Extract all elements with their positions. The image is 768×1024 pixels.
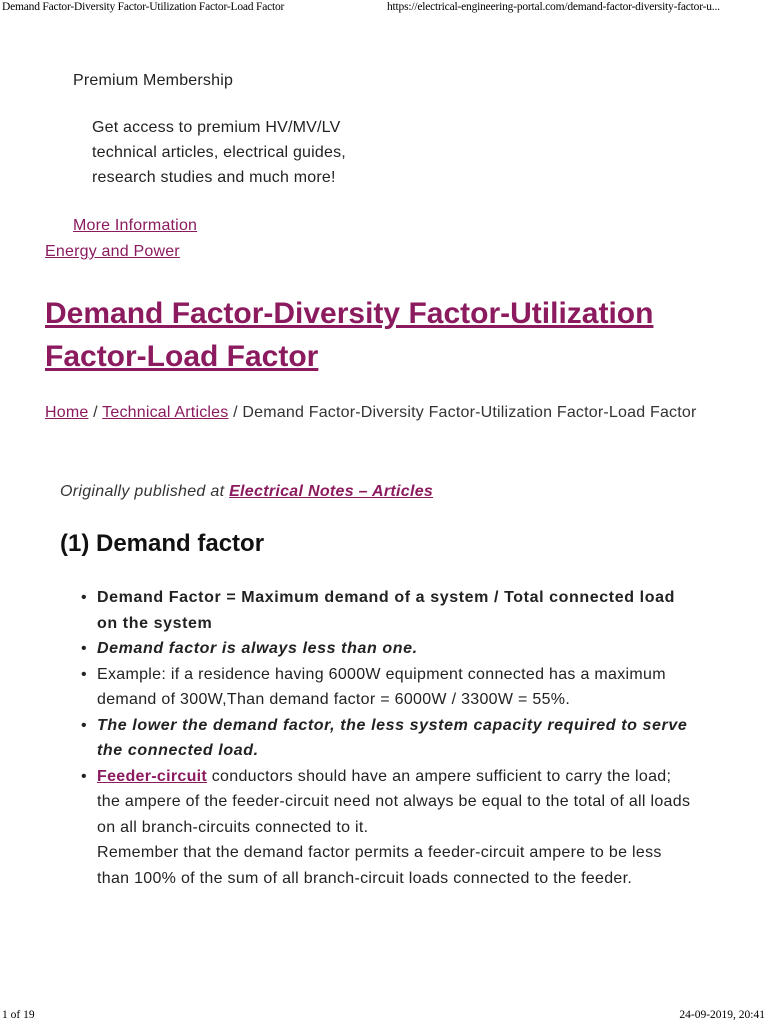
originally-published-prefix: Originally published at	[60, 483, 230, 500]
electrical-notes-link[interactable]: Electrical Notes – Articles	[229, 483, 434, 500]
feeder-circuit-remember-text: Remember that the demand factor permits a feeder-circuit ampere to be less than 100% of the sum of all branch-circuit loads connected to the feeder.	[97, 844, 662, 887]
demand-factor-note: Demand factor is always less than one.	[97, 640, 418, 657]
feeder-circuit-text: conductors should have an ampere sufficient to carry the load; the ampere of the feeder-circuit need not always be equal to the total of all loads on all branch-circuits connected to it.	[97, 767, 691, 836]
section-heading-demand-factor: (1) Demand factor	[60, 530, 265, 557]
print-datetime: 24-09-2019, 20:41	[679, 1009, 765, 1021]
print-header-url: https://electrical-engineering-portal.com/demand-factor-diversity-factor-u...	[387, 1, 720, 13]
breadcrumb-home-link[interactable]: Home	[45, 404, 89, 421]
bullet-icon: •	[81, 665, 87, 683]
breadcrumb-separator: /	[228, 404, 243, 421]
page-title	[45, 292, 745, 378]
feeder-circuit-link[interactable]: Feeder-circuit	[97, 767, 208, 785]
demand-factor-example: Example: if a residence having 6000W equipment connected has a maximum demand of 300W,Than demand factor = 6000W / 3300W = 55%.	[97, 665, 666, 708]
demand-factor-capacity-note: The lower the demand factor, the less system capacity required to serve the connected load.	[97, 716, 688, 759]
print-header-title: Demand Factor-Diversity Factor-Utilization Factor-Load Factor	[2, 1, 285, 13]
page-number: 1 of 19	[2, 1009, 35, 1021]
demand-factor-definition: Demand Factor = Maximum demand of a system / Total connected load on the system	[97, 589, 675, 632]
breadcrumb	[45, 400, 735, 425]
bullet-icon: •	[81, 640, 87, 657]
list-item	[81, 585, 697, 636]
print-header	[0, 0, 768, 18]
premium-membership-title: Premium Membership	[73, 72, 234, 89]
breadcrumb-separator: /	[88, 404, 103, 421]
breadcrumb-technical-articles-link[interactable]: Technical Articles	[102, 404, 229, 421]
list-item	[81, 713, 697, 764]
bullet-icon: •	[81, 716, 87, 734]
bullet-icon: •	[81, 767, 87, 785]
bullet-icon: •	[81, 589, 87, 606]
premium-membership-description: Get access to premium HV/MV/LV technical articles, electrical guides, research studies and much more!	[92, 119, 346, 186]
more-information-link[interactable]: More Information	[73, 217, 198, 234]
list-item	[81, 662, 697, 713]
print-footer	[0, 1008, 768, 1024]
list-item	[81, 764, 697, 892]
breadcrumb-current: Demand Factor-Diversity Factor-Utilization Factor-Load Factor	[242, 404, 697, 421]
page-title-link[interactable]: Demand Factor-Diversity Factor-Utilization Factor-Load Factor	[45, 297, 654, 373]
list-item	[81, 636, 697, 662]
category-link-energy-and-power[interactable]: Energy and Power	[45, 243, 180, 260]
demand-factor-list	[81, 585, 697, 891]
originally-published-note	[60, 483, 433, 501]
